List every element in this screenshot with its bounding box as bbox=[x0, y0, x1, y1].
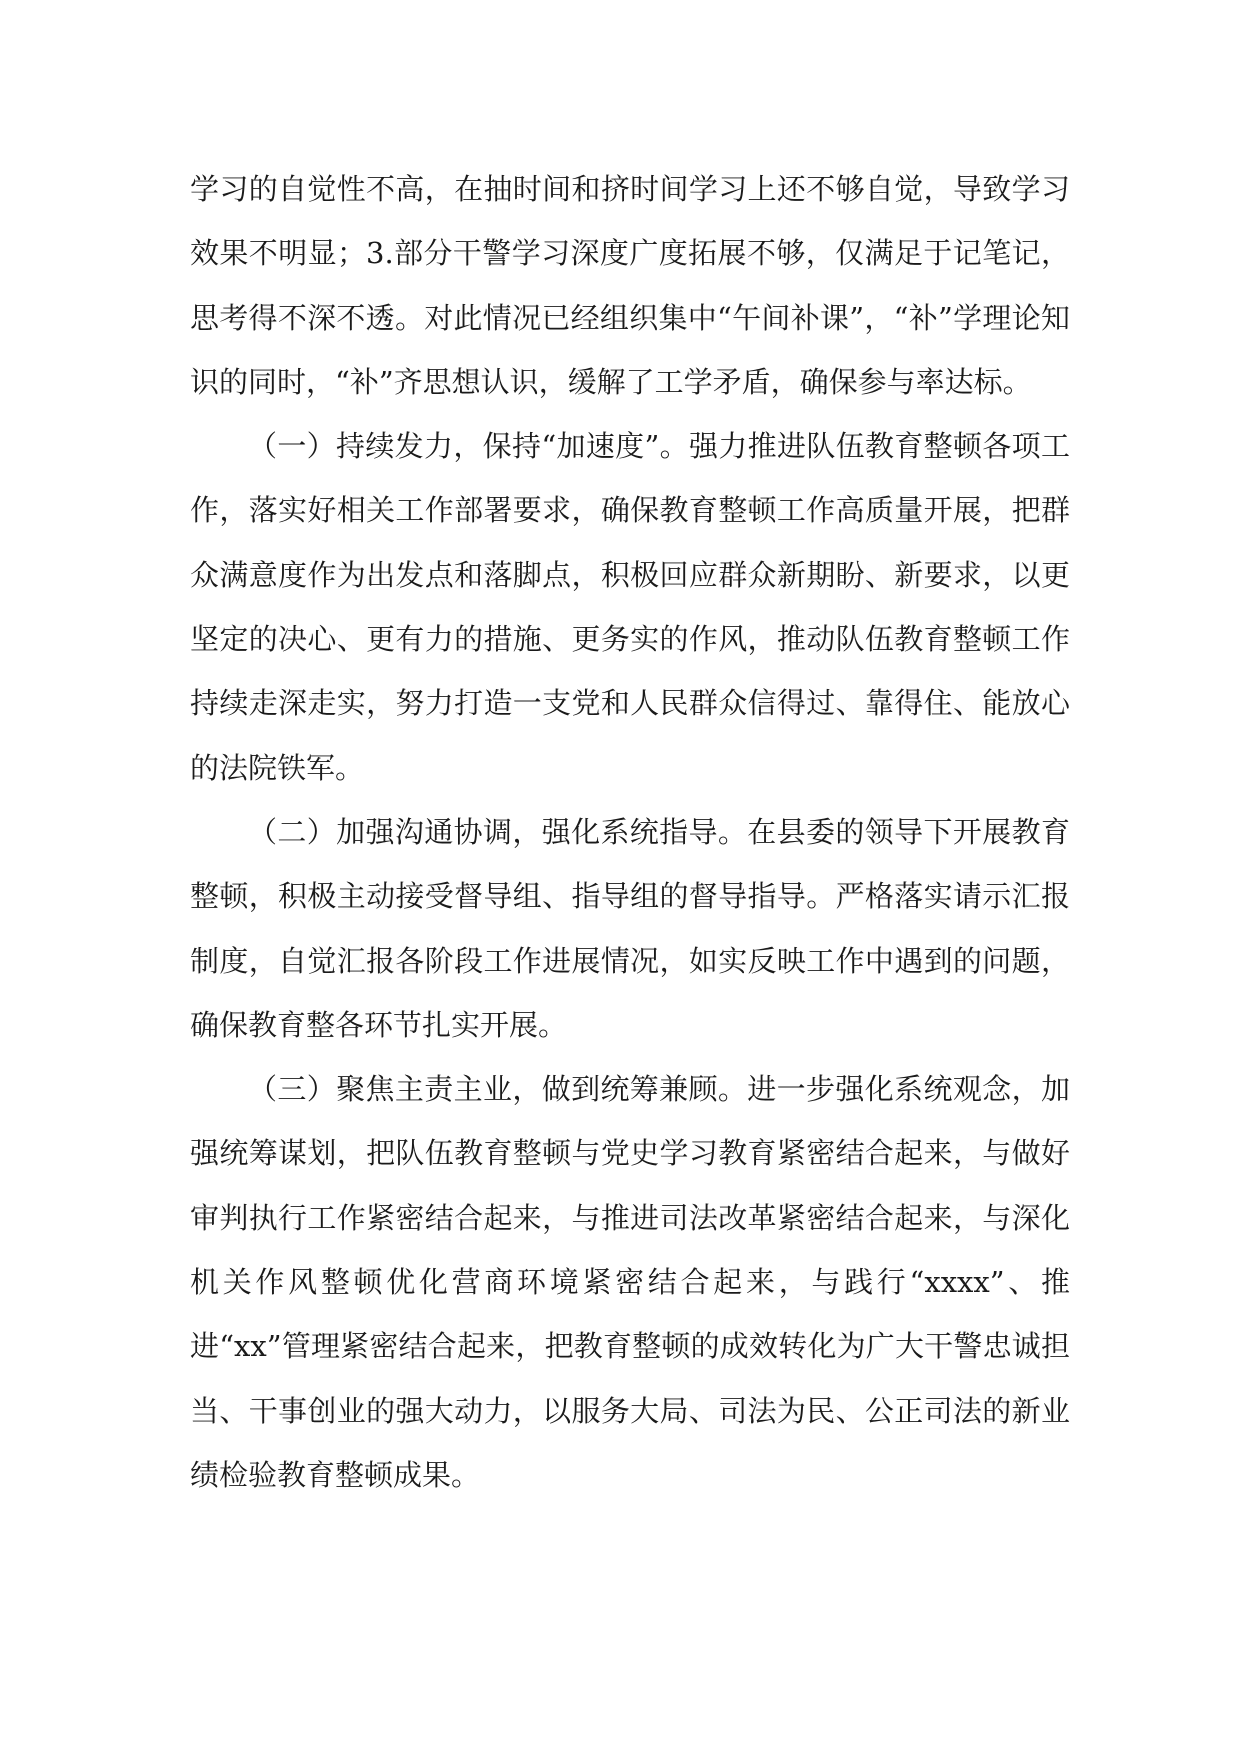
paragraph-section-3: （三）聚焦主责主业，做到统筹兼顾。进一步强化系统观念，加强统筹谋划，把队伍教育整顿与党史学习教育紧密结合起来，与做好审判执行工作紧密结合起来，与推进司法改革紧密结合起来，与深化机关作风整顿优化营商环境紧密结合起来，与践行“xxxx”、推进“xx”管理紧密结合起来，把教育整顿的成效转化为广大干警忠诚担当、干事创业的强大动力，以服务大局、司法为民、公正司法的新业绩检验教育整顿成果。 bbox=[190, 1072, 1070, 1492]
paragraph-continuation: 学习的自觉性不高，在抽时间和挤时间学习上还不够自觉，导致学习效果不明显；3.部分干警学习深度广度拓展不够，仅满足于记笔记，思考得不深不透。对此情况已经组织集中“午间补课”，“补”学理论知识的同时，“补”齐思想认识，缓解了工学矛盾，确保参与率达标。 bbox=[190, 172, 1070, 399]
paragraph-section-2: （二）加强沟通协调，强化系统指导。在县委的领导下开展教育整顿，积极主动接受督导组、指导组的督导指导。严格落实请示汇报制度，自觉汇报各阶段工作进展情况，如实反映工作中遇到的问题，确保教育整各环节扎实开展。 bbox=[190, 814, 1070, 1042]
document-body bbox=[190, 157, 1070, 1507]
paragraph-section-1: （一）持续发力，保持“加速度”。强力推进队伍教育整顿各项工作，落实好相关工作部署要求，确保教育整顿工作高质量开展，把群众满意度作为出发点和落脚点，积极回应群众新期盼、新要求，以更坚定的决心、更有力的措施、更务实的作风，推动队伍教育整顿工作持续走深走实，努力打造一支党和人民群众信得过、靠得住、能放心的法院铁军。 bbox=[190, 429, 1070, 785]
